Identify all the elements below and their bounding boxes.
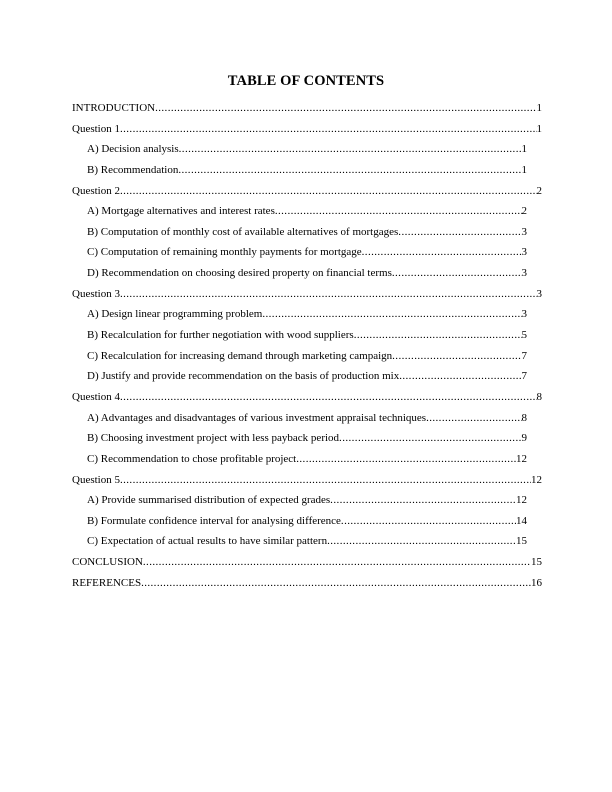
toc-entry-label: Question 3	[72, 287, 120, 300]
toc-entry-row	[72, 555, 542, 569]
toc-entry-row	[72, 101, 542, 115]
toc-entry-row	[72, 473, 542, 487]
toc-entry-page-number: 3	[521, 308, 527, 321]
toc-dot-leader	[339, 431, 521, 445]
toc-entry[interactable]	[72, 328, 542, 349]
toc-entry-page-number: 1	[536, 122, 542, 135]
toc-entry[interactable]	[72, 287, 542, 308]
toc-entry-page-number: 1	[536, 102, 542, 114]
toc-entry[interactable]	[72, 307, 542, 328]
toc-entry-label: A) Advantages and disadvantages of various investment appraisal techniques	[87, 411, 427, 424]
toc-entry-label: C) Recommendation to chose profitable project	[87, 452, 297, 465]
toc-dot-leader	[143, 555, 531, 569]
toc-dot-leader	[179, 142, 522, 156]
toc-entry-row	[87, 266, 527, 280]
toc-entry-row	[87, 245, 527, 259]
toc-entry-label: REFERENCES	[72, 576, 142, 589]
toc-entry-page-number: 2	[536, 184, 542, 197]
toc-entry-page-number: 15	[531, 556, 542, 569]
toc-dot-leader	[399, 369, 521, 383]
toc-entry-label: C) Expectation of actual results to have similar pattern	[87, 535, 328, 548]
toc-entry[interactable]	[72, 204, 542, 225]
toc-entry-label: B) Recommendation	[87, 163, 179, 176]
toc-entry[interactable]	[72, 431, 542, 452]
toc-entry-page-number: 3	[521, 246, 527, 259]
toc-entry-row	[87, 493, 527, 507]
toc-entry-label: A) Mortgage alternatives and interest rates	[87, 205, 275, 218]
toc-entry-label: Question 5	[72, 473, 120, 486]
toc-entry-row	[87, 514, 527, 528]
toc-entry-label: D) Recommendation on choosing desired property on financial terms	[87, 267, 392, 280]
toc-dot-leader	[178, 163, 521, 177]
toc-entry-page-number: 1	[521, 163, 527, 176]
toc-entry-page-number: 3	[536, 287, 542, 300]
toc-entry-row	[87, 163, 527, 177]
toc-entry-page-number: 8	[521, 411, 527, 424]
toc-entry-row	[87, 307, 527, 321]
toc-entry-label: Question 1	[72, 122, 120, 135]
toc-entry-label: A) Decision analysis	[87, 143, 179, 156]
toc-entry-page-number: 3	[521, 267, 527, 280]
toc-entry-label: C) Recalculation for increasing demand through marketing campaign	[87, 349, 393, 362]
toc-entry[interactable]	[72, 369, 542, 390]
toc-entry[interactable]	[72, 122, 542, 143]
toc-entry[interactable]	[72, 266, 542, 287]
toc-dot-leader	[120, 473, 531, 487]
toc-entry-row	[87, 349, 527, 363]
toc-entry[interactable]	[72, 390, 542, 411]
toc-entry-page-number: 9	[521, 432, 527, 445]
toc-entry-page-number: 8	[536, 390, 542, 403]
toc-dot-leader	[362, 245, 522, 259]
toc-entry-page-number: 1	[521, 143, 527, 156]
toc-dot-leader	[120, 122, 537, 136]
toc-entry[interactable]	[72, 514, 542, 535]
toc-entry-page-number: 12	[516, 452, 527, 465]
toc-entry-page-number: 3	[521, 225, 527, 238]
toc-entry-row	[87, 431, 527, 445]
toc-entry-page-number: 2	[521, 205, 527, 218]
toc-entry[interactable]	[72, 142, 542, 163]
toc-list	[72, 101, 542, 596]
toc-dot-leader	[426, 411, 521, 425]
toc-entry[interactable]	[72, 534, 542, 555]
toc-dot-leader	[262, 307, 521, 321]
toc-entry-row	[87, 369, 527, 383]
toc-entry-label: A) Provide summarised distribution of expected grades	[87, 494, 331, 507]
toc-dot-leader	[392, 266, 522, 280]
toc-entry[interactable]	[72, 452, 542, 473]
toc-entry[interactable]	[72, 473, 542, 494]
toc-dot-leader	[141, 576, 531, 590]
toc-dot-leader	[120, 287, 537, 301]
toc-title: TABLE OF CONTENTS	[227, 73, 385, 89]
toc-entry-label: Question 4	[72, 390, 120, 403]
toc-entry-label: INTRODUCTION	[72, 102, 156, 114]
toc-entry-page-number: 14	[516, 514, 527, 527]
toc-entry[interactable]	[72, 555, 542, 576]
toc-entry-row	[72, 576, 542, 590]
toc-entry-row	[87, 452, 527, 466]
toc-dot-leader	[392, 349, 521, 363]
toc-dot-leader	[341, 514, 516, 528]
toc-entry-label: B) Choosing investment project with less payback period	[87, 432, 340, 445]
toc-entry[interactable]	[72, 576, 542, 597]
toc-entry[interactable]	[72, 245, 542, 266]
toc-entry[interactable]	[72, 349, 542, 370]
toc-entry-row	[87, 328, 527, 342]
toc-dot-leader	[327, 534, 516, 548]
toc-dot-leader	[296, 452, 516, 466]
toc-entry-row	[87, 411, 527, 425]
toc-entry[interactable]	[72, 225, 542, 246]
toc-entry-label: B) Formulate confidence interval for analysing difference	[87, 514, 341, 527]
toc-dot-leader	[155, 101, 536, 115]
toc-entry-row	[87, 534, 527, 548]
toc-entry-row	[87, 142, 527, 156]
toc-dot-leader	[330, 493, 516, 507]
toc-dot-leader	[398, 225, 521, 239]
toc-entry-label: CONCLUSION	[72, 556, 143, 569]
toc-entry[interactable]	[72, 101, 542, 122]
toc-entry-row	[87, 204, 527, 218]
toc-entry-page-number: 5	[521, 329, 527, 342]
toc-entry-label: B) Computation of monthly cost of available alternatives of mortgages	[87, 225, 399, 238]
toc-dot-leader	[275, 204, 522, 218]
toc-entry-row	[72, 122, 542, 136]
toc-dot-leader	[120, 390, 537, 404]
toc-entry-row	[87, 225, 527, 239]
toc-entry-page-number: 7	[521, 370, 527, 383]
toc-entry[interactable]	[72, 493, 542, 514]
toc-entry-row	[72, 287, 542, 301]
toc-entry-page-number: 15	[516, 535, 527, 548]
toc-entry[interactable]	[72, 163, 542, 184]
toc-entry[interactable]	[72, 411, 542, 432]
toc-entry-page-number: 7	[521, 349, 527, 362]
toc-entry-row	[72, 184, 542, 198]
toc-entry-label: C) Computation of remaining monthly payments for mortgage	[87, 246, 362, 259]
toc-entry-row	[72, 390, 542, 404]
toc-entry[interactable]	[72, 184, 542, 205]
toc-entry-label: A) Design linear programming problem	[87, 308, 263, 321]
toc-entry-page-number: 16	[531, 576, 542, 589]
toc-entry-label: Question 2	[72, 184, 120, 197]
toc-dot-leader	[354, 328, 522, 342]
toc-entry-page-number: 12	[531, 473, 542, 486]
toc-dot-leader	[120, 184, 537, 198]
toc-entry-label: D) Justify and provide recommendation on the basis of production mix	[87, 370, 400, 383]
toc-entry-page-number: 12	[516, 494, 527, 507]
toc-entry-label: B) Recalculation for further negotiation with wood suppliers	[87, 329, 354, 342]
